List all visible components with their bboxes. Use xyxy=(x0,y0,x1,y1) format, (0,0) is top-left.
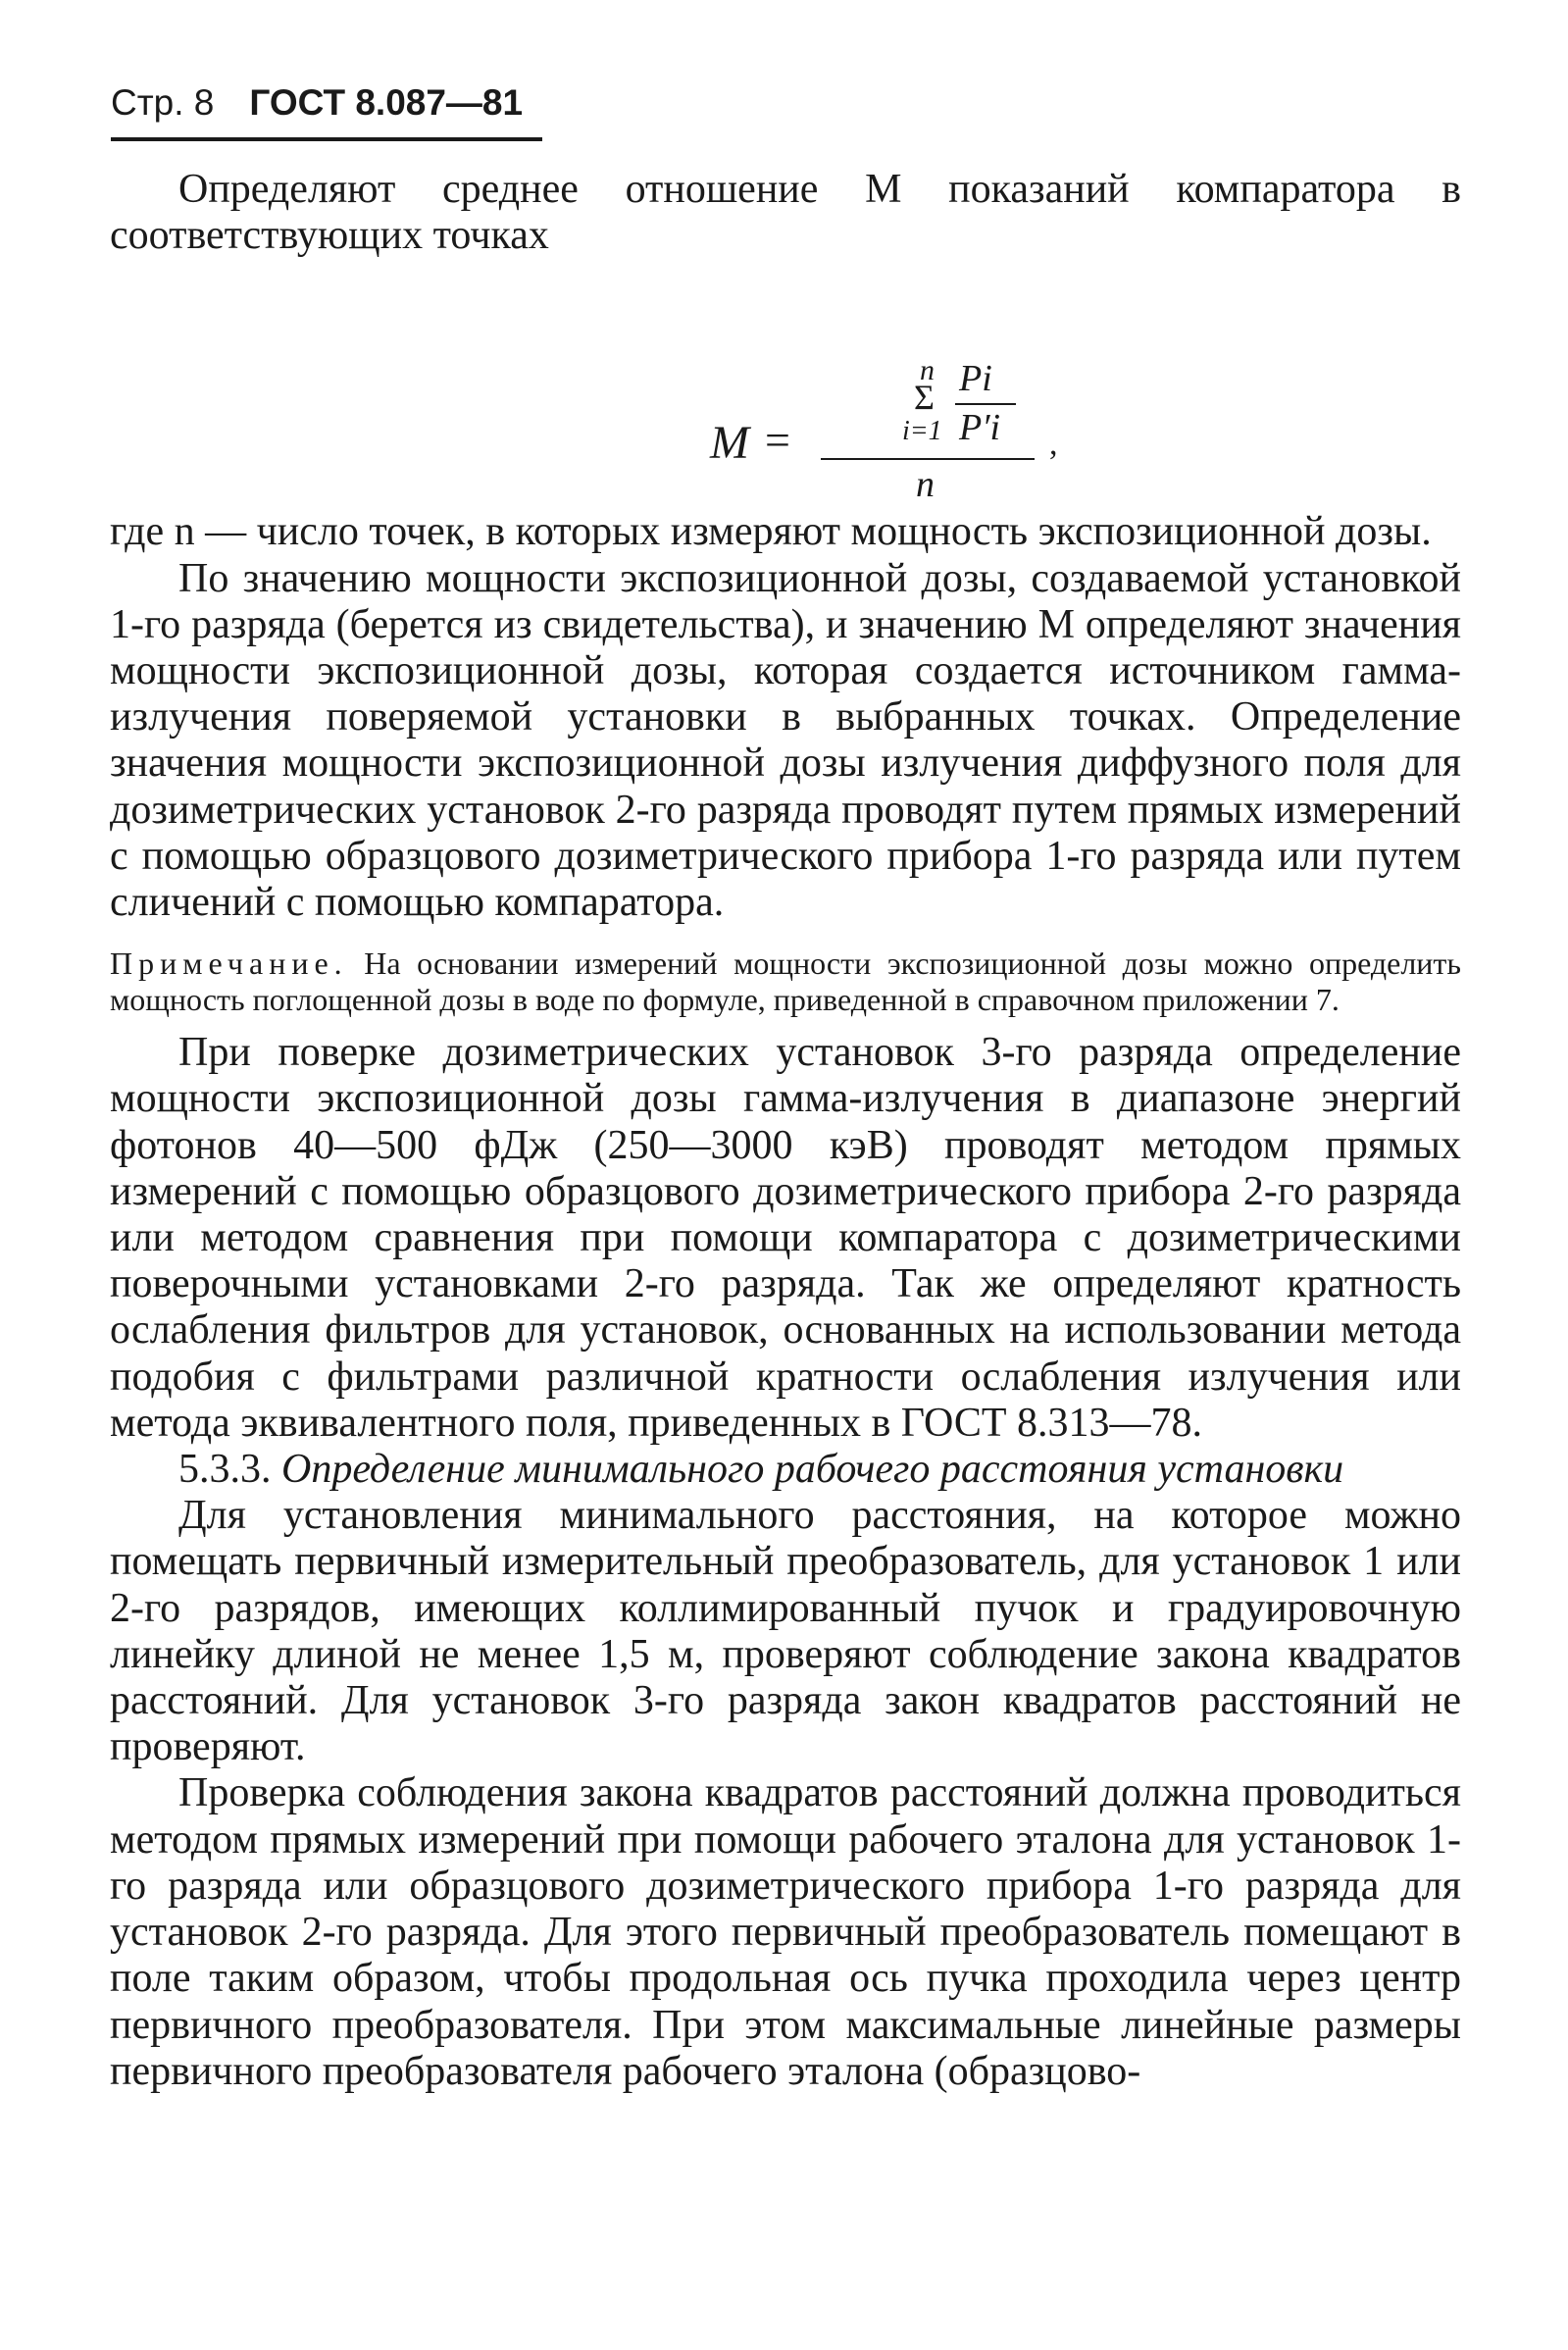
paragraph-4: Для установления минимального расстояния, на которое можно помещать первичный измерительный преобразователь, для установок 1 или 2-го разрядов, имеющих коллимированный пучок и градуировочную линейку длиной не менее 1,5 м, проверяют соблюдение закона квадратов расстояний. Для установок 3-го разряда закон квадратов расстояний не проверяют. xyxy=(110,1493,1461,1770)
page-header xyxy=(111,82,542,124)
section-heading xyxy=(110,1447,1461,1493)
formula-fraction-line xyxy=(821,458,1035,460)
formula-numerator: Pi xyxy=(959,358,992,400)
formula-inner-fraction-line xyxy=(955,403,1016,405)
formula-divisor: n xyxy=(916,464,935,506)
note xyxy=(110,945,1461,1018)
formula-sum-lower: i=1 xyxy=(902,416,942,447)
header-rule xyxy=(111,137,542,141)
formula-comma: , xyxy=(1049,426,1058,463)
note-text: На основании измерений мощности экспозиционной дозы можно определить мощность поглощенной дозы в воде по формуле, приведенной в справочном приложении 7. xyxy=(110,945,1462,1018)
formula-M xyxy=(110,259,1461,509)
paragraph-5: Проверка соблюдения закона квадратов расстояний должна проводиться методом прямых измерений при помощи рабочего эталона для установок 1-го разряда или образцового дозиметрического прибора 1-го разряда для установок 2-го разряда. Для этого первичный преобразователь помещают в поле таким образом, чтобы продольная ось пучка проходила через центр первичного преобразователя. При этом максимальные линейные размеры первичного преобразователя рабочего эталона (образцово- xyxy=(110,1770,1461,2094)
formula-sum-upper: n xyxy=(920,354,935,387)
section-number: 5.3.3. xyxy=(178,1447,272,1493)
section-title: Определение минимального рабочего расстояния установки xyxy=(281,1447,1344,1493)
formula-denominator: P′i xyxy=(959,407,1001,449)
paragraph-intro: Определяют среднее отношение M показаний компаратора в соответствующих точках xyxy=(110,167,1461,259)
where-lead: где n — число точек, xyxy=(110,509,476,555)
page-number: Стр. 8 xyxy=(111,82,215,123)
formula-lhs: M xyxy=(710,417,749,470)
paragraph-2: По значению мощности экспозиционной дозы, создаваемой установкой 1-го разряда (берется из свидетельства), и значению M определяют значения мощности экспозиционной дозы, которая создается источником гамма-излучения поверяемой установки в выбранных точках. Определение значения мощности экспозиционной дозы излучения диффузного поля для дозиметрических установок 2-го разряда проводят путем прямых измерений с помощью образцового дозиметрического прибора 1-го разряда или путем сличений с помощью компаратора. xyxy=(110,555,1461,926)
formula-sigma: Σ xyxy=(914,378,935,418)
document-code: ГОСТ 8.087—81 xyxy=(249,82,524,123)
where-rest: в которых измеряют мощность экспозиционной дозы. xyxy=(485,509,1432,555)
formula-equals: = xyxy=(765,415,790,466)
paragraph-where xyxy=(110,509,1461,555)
note-label: Примечание. xyxy=(110,945,348,982)
paragraph-3: При поверке дозиметрических установок 3-го разряда определение мощности экспозиционной дозы гамма-излучения в диапазоне энергий фотонов 40—500 фДж (250—3000 кэВ) проводят методом прямых измерений с помощью образцового дозиметрического прибора 2-го разряда или методом сравнения при помощи компаратора с дозиметрическими поверочными установками 2-го разряда. Так же определяют кратность ослабления фильтров для установок, основанных на использовании метода подобия с фильтрами различной кратности ослабления излучения или метода эквивалентного поля, приведенных в ГОСТ 8.313—78. xyxy=(110,1030,1461,1446)
document-body xyxy=(110,167,1461,2095)
